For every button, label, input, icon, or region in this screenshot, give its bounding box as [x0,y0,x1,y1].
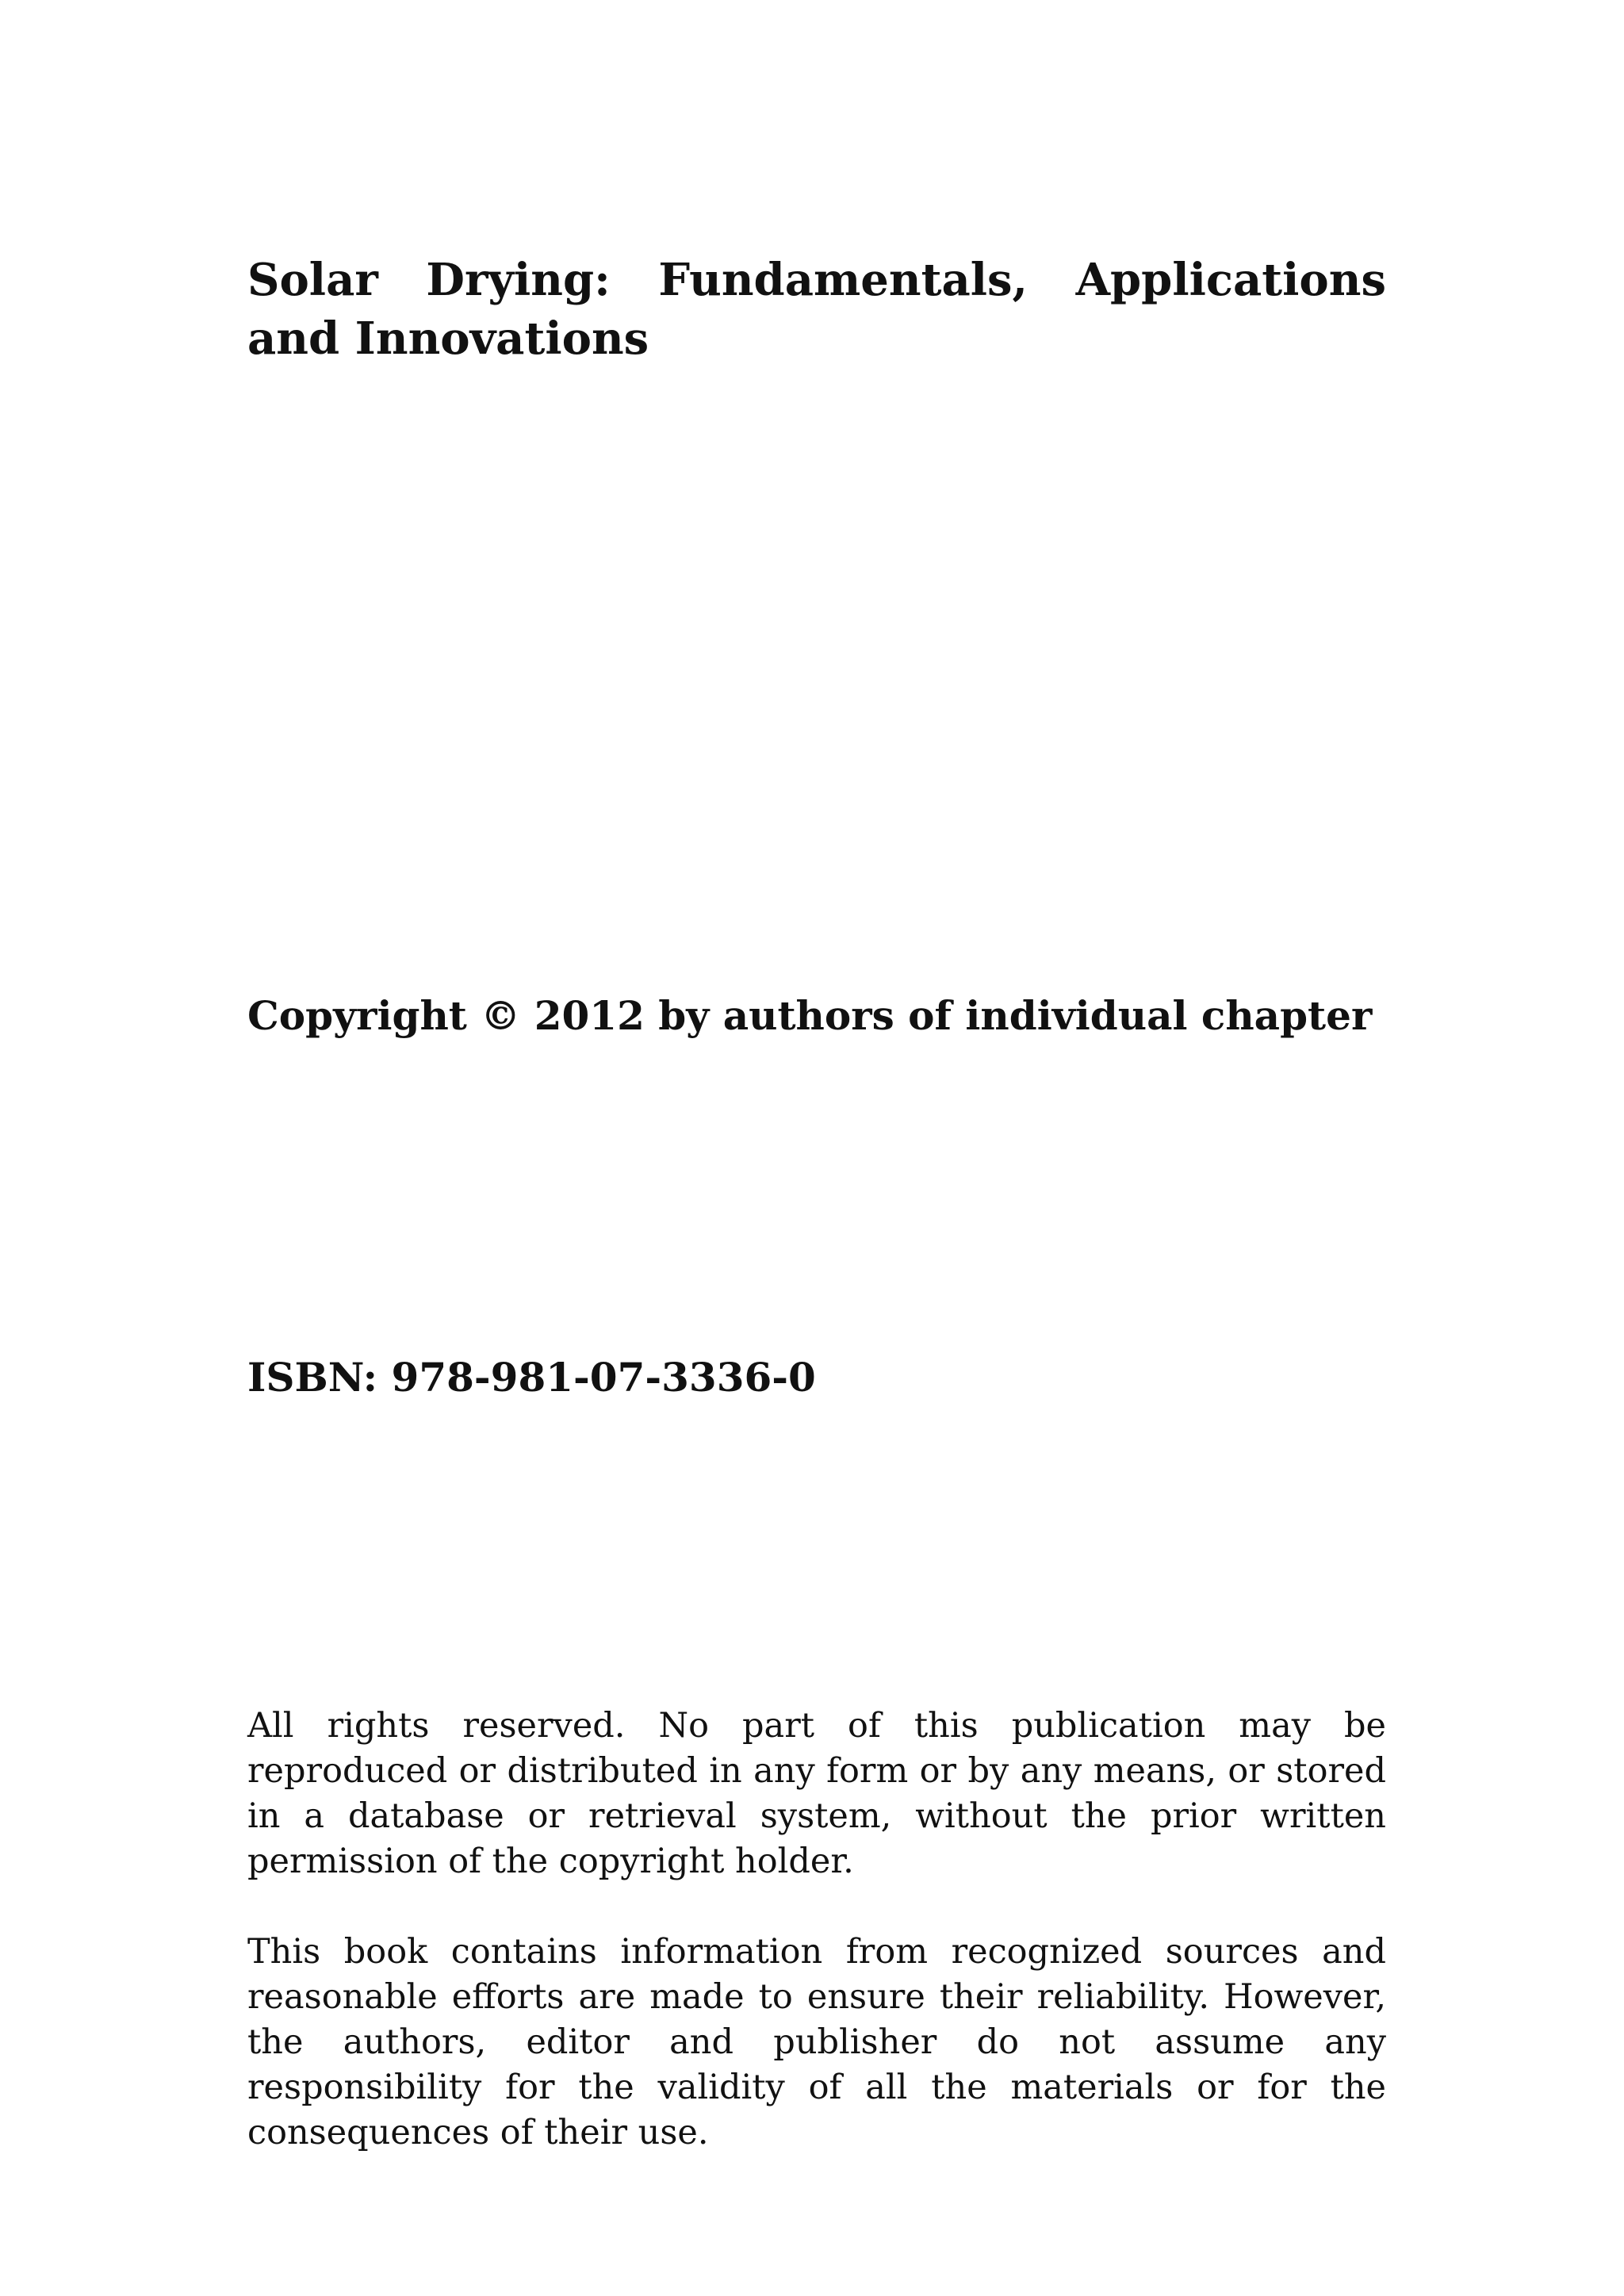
isbn-line: ISBN: 978-981-07-3336-0 [247,1354,816,1401]
copyright-line: Copyright © 2012 by authors of individual chapter [247,992,1373,1039]
rights-reserved-paragraph: All rights reserved. No part of this publication may be reproduced or distributed in any form or by any means, or stored in a database or retrieval system, without the prior written permission of the copyright holder. [247,1706,1386,1881]
book-title: Solar Drying: Fundamentals, Applications and Innovations [247,254,1386,365]
disclaimer-paragraph: This book contains information from recognized sources and reasonable efforts are made to ensure their reliability. However, the authors, editor and publisher do not assume any responsibility for the validity of all the materials or for the consequences of their use. [247,1932,1386,2152]
